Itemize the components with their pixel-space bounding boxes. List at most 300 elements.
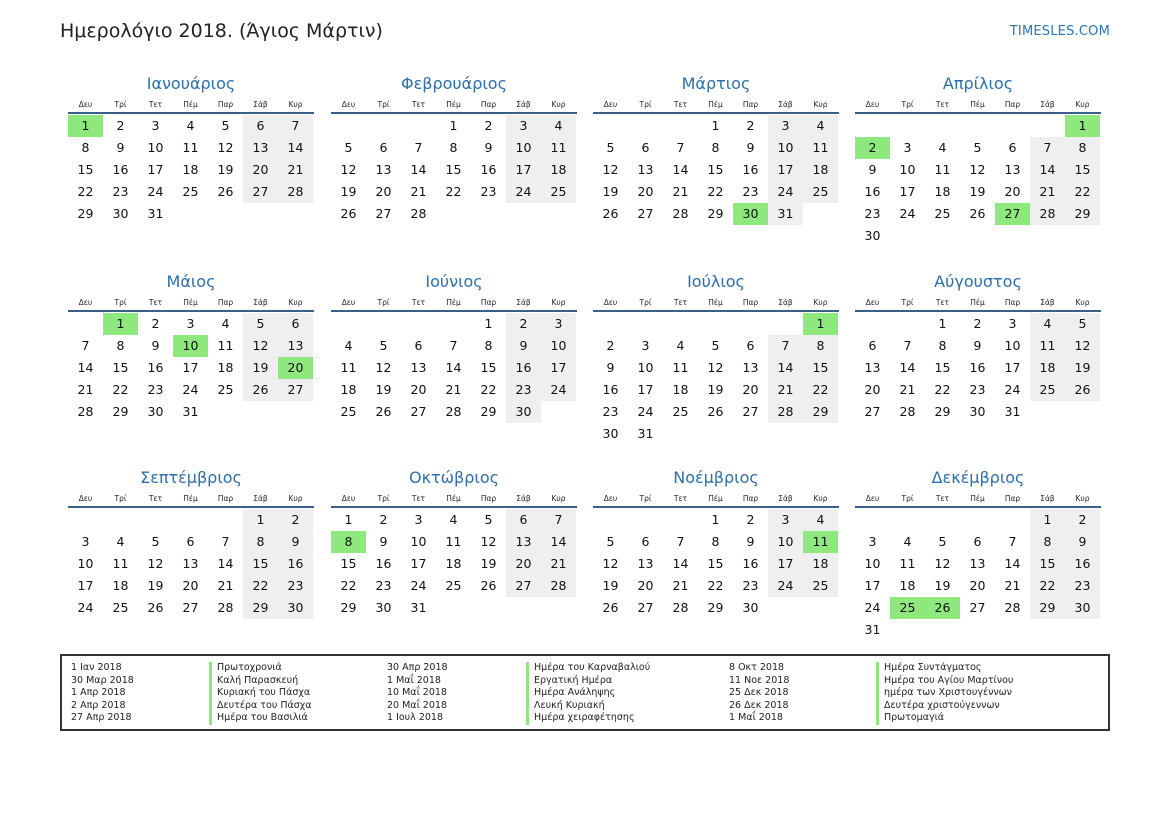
- day-cell: 24: [506, 181, 541, 203]
- day-cell: 25: [112, 600, 129, 615]
- day-cell: 3: [81, 534, 90, 549]
- day-cell: 18: [112, 578, 129, 593]
- day-grid: [331, 312, 577, 423]
- weekday-header: [331, 99, 577, 114]
- day-cell: 11: [217, 338, 234, 353]
- day-cell: 27: [637, 600, 654, 615]
- day-cell: 15: [803, 357, 838, 379]
- legend-date: 1 Ιουλ 2018: [387, 712, 443, 723]
- legend-holiday-name: Ημέρα του Καρναβαλιού: [534, 662, 651, 673]
- day-cell: 12: [1065, 335, 1100, 357]
- holiday-day-cell: 2: [855, 137, 890, 159]
- weekday-header: [68, 493, 314, 508]
- weekday-label: Τρί: [901, 298, 914, 307]
- month-calendar: [855, 271, 1101, 423]
- day-cell: 24: [899, 206, 916, 221]
- day-cell: 13: [410, 360, 427, 375]
- day-cell: 14: [217, 556, 234, 571]
- day-cell: 1: [243, 509, 278, 531]
- weekday-label: Τετ: [673, 100, 688, 109]
- empty-cell: [925, 509, 960, 531]
- holiday-day-cell: 25: [890, 597, 925, 619]
- empty-cell: [68, 509, 103, 531]
- day-cell: 7: [541, 509, 576, 531]
- day-cell: 23: [112, 184, 129, 199]
- weekday-label: Δευ: [603, 494, 618, 503]
- weekday-label: Σάβ: [516, 100, 531, 109]
- day-cell: 1: [711, 512, 720, 527]
- weekday-label: Τετ: [148, 100, 163, 109]
- day-cell: 18: [1030, 357, 1065, 379]
- day-cell: 9: [746, 140, 755, 155]
- day-cell: 2: [151, 316, 160, 331]
- day-cell: 31: [768, 203, 803, 225]
- weekday-label: Δευ: [341, 100, 356, 109]
- holiday-day-cell: 30: [733, 203, 768, 225]
- weekday-label: Τετ: [148, 494, 163, 503]
- day-cell: 27: [182, 600, 199, 615]
- weekday-label: Κυρ: [1075, 100, 1090, 109]
- legend-holiday-name: Δευτέρα χριστούγεννων: [884, 699, 1000, 711]
- day-cell: 28: [541, 575, 576, 597]
- day-cell: 9: [379, 534, 388, 549]
- day-cell: 16: [278, 553, 313, 575]
- day-cell: 13: [278, 335, 313, 357]
- day-cell: 29: [707, 600, 724, 615]
- day-cell: 20: [243, 159, 278, 181]
- day-cell: 6: [243, 115, 278, 137]
- weekday-label: Σάβ: [1040, 100, 1055, 109]
- weekday-label: Δευ: [341, 298, 356, 307]
- day-cell: 28: [672, 206, 689, 221]
- day-cell: 15: [707, 556, 724, 571]
- weekday-label: Πέμ: [183, 298, 198, 307]
- day-cell: 5: [151, 534, 160, 549]
- day-cell: 21: [217, 578, 234, 593]
- weekday-label: Τετ: [673, 298, 688, 307]
- weekday-label: Δευ: [865, 298, 880, 307]
- legend-date: 1 Μαΐ 2018: [387, 674, 441, 686]
- day-grid: [593, 114, 839, 225]
- day-grid: [593, 508, 839, 619]
- day-cell: 5: [606, 534, 615, 549]
- empty-cell: [366, 313, 401, 335]
- day-cell: 16: [506, 357, 541, 379]
- month-calendar: [593, 467, 839, 619]
- day-cell: 9: [484, 140, 493, 155]
- day-cell: 9: [278, 531, 313, 553]
- day-cell: 12: [340, 162, 357, 177]
- day-cell: 13: [375, 162, 392, 177]
- legend-date: 20 Μαΐ 2018: [387, 699, 447, 711]
- empty-cell: [173, 509, 208, 531]
- day-cell: 3: [768, 115, 803, 137]
- day-cell: 21: [541, 553, 576, 575]
- empty-cell: [138, 509, 173, 531]
- day-cell: 2: [606, 338, 615, 353]
- day-cell: 17: [899, 184, 916, 199]
- holiday-day-cell: 26: [925, 597, 960, 619]
- day-cell: 24: [77, 600, 94, 615]
- day-cell: 1: [711, 118, 720, 133]
- legend-date: 1 Απρ 2018: [71, 687, 126, 698]
- day-cell: 10: [506, 137, 541, 159]
- day-cell: 19: [217, 162, 234, 177]
- day-cell: 21: [899, 382, 916, 397]
- empty-cell: [925, 115, 960, 137]
- legend-date: 27 Απρ 2018: [71, 712, 132, 723]
- day-cell: 15: [707, 162, 724, 177]
- day-cell: 29: [934, 404, 951, 419]
- empty-cell: [401, 313, 436, 335]
- weekday-label: Πέμ: [708, 298, 723, 307]
- legend-date: 8 Οκτ 2018: [729, 662, 785, 673]
- day-cell: 15: [77, 162, 94, 177]
- day-cell: 2: [379, 512, 388, 527]
- weekday-header: [68, 297, 314, 312]
- day-cell: 14: [1030, 159, 1065, 181]
- day-cell: 14: [77, 360, 94, 375]
- day-cell: 25: [934, 206, 951, 221]
- empty-cell: [890, 115, 925, 137]
- day-cell: 8: [711, 534, 720, 549]
- day-cell: 20: [410, 382, 427, 397]
- day-grid: [855, 114, 1101, 247]
- empty-cell: [401, 115, 436, 137]
- day-cell: 21: [445, 382, 462, 397]
- day-cell: 13: [243, 137, 278, 159]
- weekday-label: Δευ: [78, 494, 93, 503]
- day-cell: 8: [81, 140, 90, 155]
- day-cell: 3: [768, 509, 803, 531]
- weekday-label: Σάβ: [253, 100, 268, 109]
- day-cell: 27: [506, 575, 541, 597]
- day-cell: 10: [637, 360, 654, 375]
- day-cell: 6: [1008, 140, 1017, 155]
- day-cell: 7: [81, 338, 90, 353]
- weekday-label: Παρ: [1004, 298, 1021, 307]
- day-grid: [68, 114, 314, 225]
- day-cell: 17: [506, 159, 541, 181]
- weekday-label: Πέμ: [970, 298, 985, 307]
- month-name: Σεπτέμβριος: [140, 468, 242, 487]
- weekday-label: Πέμ: [970, 100, 985, 109]
- day-cell: 28: [899, 404, 916, 419]
- holiday-day-cell: 8: [331, 531, 366, 553]
- legend-holiday-name: Λευκή Κυριακή: [534, 699, 605, 711]
- day-cell: 3: [641, 338, 650, 353]
- day-cell: 8: [803, 335, 838, 357]
- weekday-label: Τετ: [673, 494, 688, 503]
- day-cell: 25: [803, 575, 838, 597]
- day-cell: 21: [1004, 578, 1021, 593]
- day-cell: 28: [768, 401, 803, 423]
- day-cell: 4: [541, 115, 576, 137]
- day-cell: 19: [243, 357, 278, 379]
- day-cell: 6: [379, 140, 388, 155]
- day-cell: 24: [541, 379, 576, 401]
- empty-cell: [855, 313, 890, 335]
- day-cell: 26: [707, 404, 724, 419]
- day-cell: 6: [278, 313, 313, 335]
- day-cell: 17: [864, 578, 881, 593]
- day-cell: 3: [186, 316, 195, 331]
- day-cell: 4: [903, 534, 912, 549]
- empty-cell: [628, 313, 663, 335]
- day-cell: 26: [1065, 379, 1100, 401]
- day-cell: 24: [637, 404, 654, 419]
- day-cell: 13: [182, 556, 199, 571]
- empty-cell: [593, 115, 628, 137]
- day-cell: 8: [1030, 531, 1065, 553]
- day-cell: 22: [934, 382, 951, 397]
- weekday-label: Σάβ: [516, 494, 531, 503]
- month-name: Μάρτιος: [681, 74, 751, 93]
- day-cell: 30: [147, 404, 164, 419]
- weekday-label: Κυρ: [1075, 298, 1090, 307]
- legend-dates-column-3: [729, 662, 789, 725]
- day-cell: 23: [1065, 575, 1100, 597]
- day-cell: 11: [672, 360, 689, 375]
- day-cell: 15: [480, 360, 497, 375]
- day-cell: 29: [480, 404, 497, 419]
- weekday-label: Κυρ: [1075, 494, 1090, 503]
- weekday-label: Πέμ: [183, 494, 198, 503]
- day-cell: 16: [602, 382, 619, 397]
- weekday-label: Παρ: [217, 100, 234, 109]
- day-cell: 10: [768, 531, 803, 553]
- day-cell: 18: [934, 184, 951, 199]
- empty-cell: [103, 509, 138, 531]
- day-cell: 20: [742, 382, 759, 397]
- weekday-label: Κυρ: [551, 494, 566, 503]
- day-cell: 5: [484, 512, 493, 527]
- weekday-header: [855, 297, 1101, 312]
- weekday-label: Παρ: [217, 298, 234, 307]
- day-cell: 8: [116, 338, 125, 353]
- day-cell: 20: [969, 578, 986, 593]
- day-cell: 12: [602, 556, 619, 571]
- empty-cell: [768, 313, 803, 335]
- month-calendar: [331, 271, 577, 423]
- day-cell: 13: [506, 531, 541, 553]
- weekday-label: Σάβ: [516, 298, 531, 307]
- month-name: Ιούνιος: [425, 272, 483, 291]
- day-cell: 8: [1065, 137, 1100, 159]
- day-cell: 21: [672, 184, 689, 199]
- day-cell: 7: [414, 140, 423, 155]
- day-cell: 29: [1030, 597, 1065, 619]
- empty-cell: [960, 115, 995, 137]
- day-cell: 4: [449, 512, 458, 527]
- day-cell: 10: [77, 556, 94, 571]
- day-cell: 9: [151, 338, 160, 353]
- day-grid: [68, 508, 314, 619]
- day-cell: 7: [278, 115, 313, 137]
- day-cell: 26: [243, 379, 278, 401]
- day-cell: 19: [934, 578, 951, 593]
- empty-cell: [960, 509, 995, 531]
- weekday-label: Παρ: [480, 298, 497, 307]
- weekday-label: Παρ: [480, 100, 497, 109]
- empty-cell: [208, 509, 243, 531]
- day-cell: 16: [112, 162, 129, 177]
- day-cell: 21: [768, 379, 803, 401]
- empty-cell: [663, 509, 698, 531]
- day-cell: 10: [541, 335, 576, 357]
- day-cell: 14: [672, 556, 689, 571]
- day-cell: 17: [147, 162, 164, 177]
- weekday-label: Πέμ: [708, 100, 723, 109]
- day-cell: 23: [969, 382, 986, 397]
- weekday-label: Κυρ: [288, 494, 303, 503]
- day-cell: 19: [602, 184, 619, 199]
- day-cell: 20: [864, 382, 881, 397]
- month-calendar: [331, 73, 577, 225]
- day-cell: 3: [151, 118, 160, 133]
- day-cell: 16: [375, 556, 392, 571]
- weekday-label: Παρ: [480, 494, 497, 503]
- day-cell: 16: [147, 360, 164, 375]
- weekday-label: Τρί: [377, 298, 390, 307]
- day-cell: 31: [637, 426, 654, 441]
- day-cell: 29: [1065, 203, 1100, 225]
- weekday-label: Κυρ: [813, 494, 828, 503]
- day-cell: 2: [746, 118, 755, 133]
- day-cell: 15: [243, 553, 278, 575]
- weekday-label: Τρί: [901, 494, 914, 503]
- day-cell: 9: [1065, 531, 1100, 553]
- day-cell: 30: [506, 401, 541, 423]
- day-cell: 2: [973, 316, 982, 331]
- day-cell: 22: [803, 379, 838, 401]
- day-cell: 24: [410, 578, 427, 593]
- day-cell: 19: [340, 184, 357, 199]
- day-cell: 8: [484, 338, 493, 353]
- empty-cell: [995, 509, 1030, 531]
- day-cell: 16: [480, 162, 497, 177]
- day-grid: [855, 508, 1101, 641]
- day-cell: 6: [414, 338, 423, 353]
- day-cell: 2: [1065, 509, 1100, 531]
- day-cell: 11: [899, 556, 916, 571]
- day-cell: 11: [803, 137, 838, 159]
- day-cell: 19: [1065, 357, 1100, 379]
- day-cell: 4: [803, 115, 838, 137]
- day-cell: 10: [768, 137, 803, 159]
- legend-holiday-name: Πρωτομαγιά: [884, 712, 945, 723]
- day-cell: 23: [375, 578, 392, 593]
- day-cell: 29: [707, 206, 724, 221]
- day-cell: 11: [182, 140, 199, 155]
- legend-holiday-name: Πρωτοχρονιά: [217, 662, 282, 673]
- weekday-label: Κυρ: [813, 298, 828, 307]
- day-cell: 9: [868, 162, 877, 177]
- brand-link[interactable]: TIMESLES.COM: [1009, 24, 1110, 39]
- day-cell: 25: [217, 382, 234, 397]
- day-cell: 14: [768, 357, 803, 379]
- day-cell: 7: [1008, 534, 1017, 549]
- day-cell: 4: [186, 118, 195, 133]
- day-cell: 3: [868, 534, 877, 549]
- empty-cell: [1030, 115, 1065, 137]
- weekday-label: Σάβ: [253, 494, 268, 503]
- day-cell: 18: [182, 162, 199, 177]
- weekday-label: Κυρ: [813, 100, 828, 109]
- day-cell: 14: [541, 531, 576, 553]
- day-cell: 18: [445, 556, 462, 571]
- empty-cell: [855, 509, 890, 531]
- weekday-label: Παρ: [1004, 494, 1021, 503]
- day-cell: 30: [375, 600, 392, 615]
- day-cell: 10: [899, 162, 916, 177]
- legend-names-column-2: [526, 662, 650, 725]
- empty-cell: [663, 313, 698, 335]
- empty-cell: [331, 313, 366, 335]
- holiday-legend: [60, 654, 1110, 731]
- day-cell: 30: [969, 404, 986, 419]
- legend-names-column-3: [876, 662, 1013, 725]
- day-cell: 12: [217, 140, 234, 155]
- month-name: Ιανουάριος: [146, 74, 236, 93]
- day-cell: 8: [938, 338, 947, 353]
- legend-holiday-name: ημέρα των Χριστουγέννων: [884, 687, 1012, 698]
- day-cell: 26: [969, 206, 986, 221]
- legend-date: 10 Μαΐ 2018: [387, 687, 447, 698]
- holiday-day-cell: 1: [103, 313, 138, 335]
- day-cell: 20: [506, 553, 541, 575]
- day-cell: 11: [445, 534, 462, 549]
- holiday-day-cell: 11: [803, 531, 838, 553]
- weekday-label: Σάβ: [778, 100, 793, 109]
- weekday-label: Σάβ: [1040, 298, 1055, 307]
- day-cell: 25: [803, 181, 838, 203]
- weekday-header: [855, 99, 1101, 114]
- day-cell: 17: [768, 159, 803, 181]
- day-cell: 6: [641, 534, 650, 549]
- legend-date: 30 Απρ 2018: [387, 662, 448, 673]
- day-cell: 28: [278, 181, 313, 203]
- legend-date: 1 Μαΐ 2018: [729, 712, 783, 723]
- day-cell: 23: [742, 184, 759, 199]
- day-cell: 28: [445, 404, 462, 419]
- day-cell: 23: [278, 575, 313, 597]
- day-cell: 6: [641, 140, 650, 155]
- day-cell: 30: [1065, 597, 1100, 619]
- empty-cell: [628, 115, 663, 137]
- day-cell: 4: [344, 338, 353, 353]
- day-cell: 2: [116, 118, 125, 133]
- weekday-label: Τρί: [114, 494, 127, 503]
- day-cell: 26: [217, 184, 234, 199]
- weekday-header: [331, 493, 577, 508]
- legend-date: 26 Δεκ 2018: [729, 699, 789, 711]
- day-cell: 22: [707, 578, 724, 593]
- day-grid: [331, 508, 577, 619]
- empty-cell: [663, 115, 698, 137]
- day-cell: 8: [711, 140, 720, 155]
- weekday-header: [331, 297, 577, 312]
- weekday-header: [593, 493, 839, 508]
- day-cell: 11: [934, 162, 951, 177]
- weekday-label: Τρί: [639, 100, 652, 109]
- month-name: Νοέμβριος: [673, 468, 759, 487]
- day-cell: 26: [375, 404, 392, 419]
- weekday-label: Σάβ: [778, 494, 793, 503]
- weekday-label: Παρ: [1004, 100, 1021, 109]
- day-cell: 2: [278, 509, 313, 531]
- day-cell: 31: [1004, 404, 1021, 419]
